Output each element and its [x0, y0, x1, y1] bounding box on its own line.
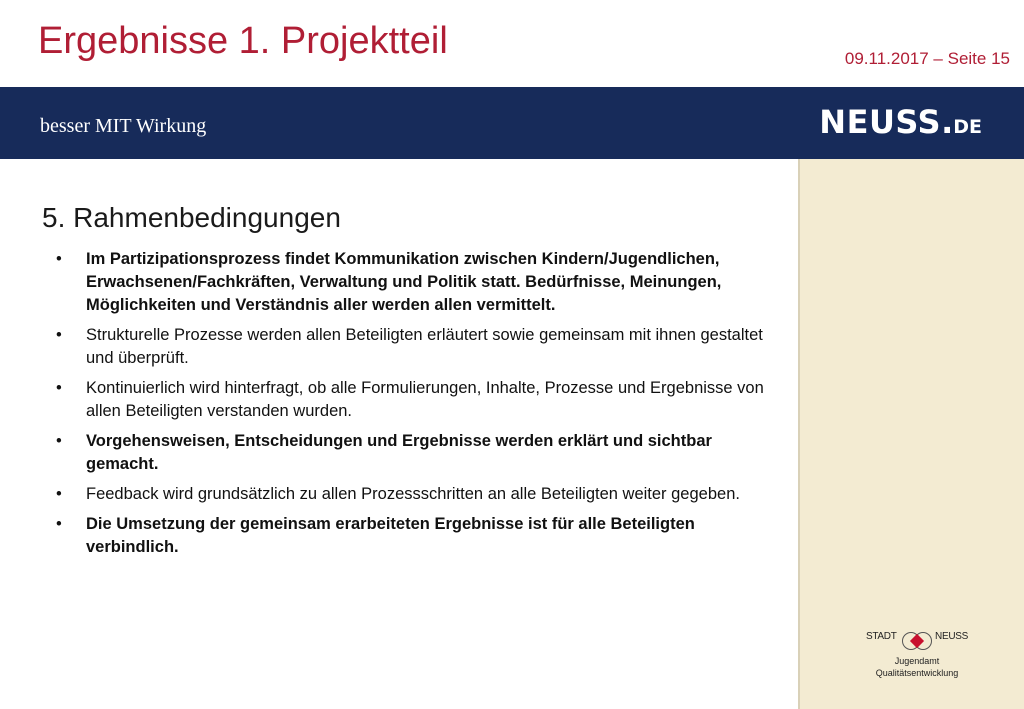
bullet-list [56, 248, 788, 566]
logo-tld: DE [953, 116, 982, 138]
stadt-neuss-emblem-icon [902, 626, 932, 656]
neuss-de-logo [819, 103, 982, 141]
bullet-text: Die Umsetzung der gemeinsam erarbeiteten Ergebnisse ist für alle Beteiligten verbindlich. [86, 515, 695, 556]
section-title: 5. Rahmenbedingungen [42, 202, 341, 233]
tagline: besser MIT Wirkung [40, 115, 207, 137]
page-title: Ergebnisse 1. Projektteil [38, 20, 448, 62]
bullet-text: Im Partizipationsprozess findet Kommunikation zwischen Kindern/Jugendlichen, Erwachsenen/Fachkräften, Verwaltung und Politik statt. Bedürfnisse, Meinungen, Möglichkeiten und Verständnis aller werden allen vermittelt. [86, 250, 722, 314]
bullet-dot-icon: • [56, 515, 62, 533]
stadt-neuss-logo [864, 616, 970, 678]
bullet-dot-icon: • [56, 326, 62, 344]
stadt-label: STADT [866, 631, 897, 642]
bullet-item [56, 513, 788, 559]
logo-main-text: NEUSS [819, 103, 942, 141]
header-banner [0, 87, 1024, 159]
bullet-item [56, 377, 788, 423]
bullet-dot-icon: • [56, 432, 62, 450]
department-line-1: Jugendamt [894, 656, 940, 666]
department-label [864, 655, 970, 679]
bullet-text: Vorgehensweisen, Entscheidungen und Ergebnisse werden erklärt und sichtbar gemacht. [86, 432, 712, 473]
bullet-item [56, 430, 788, 476]
bullet-text: Kontinuierlich wird hinterfragt, ob alle Formulierungen, Inhalte, Prozesse und Ergebnisse von allen Beteiligten verstanden wurden. [86, 379, 764, 420]
bullet-dot-icon: • [56, 379, 62, 397]
bullet-dot-icon: • [56, 250, 62, 268]
date-page-number: 09.11.2017 – Seite 15 [844, 49, 1010, 68]
bullet-item [56, 248, 788, 317]
stadt-logo-row [864, 626, 970, 646]
bullet-dot-icon: • [56, 485, 62, 503]
bullet-text: Strukturelle Prozesse werden allen Beteiligten erläutert sowie gemeinsam mit ihnen gestaltet und überprüft. [86, 326, 763, 367]
logo-dot: . [941, 103, 954, 141]
department-line-2: Qualitätsentwicklung [875, 668, 959, 678]
bullet-item [56, 324, 788, 370]
bullet-text: Feedback wird grundsätzlich zu allen Prozessschritten an alle Beteiligten weiter gegeben. [86, 485, 740, 503]
neuss-label: NEUSS [935, 631, 968, 642]
bullet-item [56, 483, 788, 506]
